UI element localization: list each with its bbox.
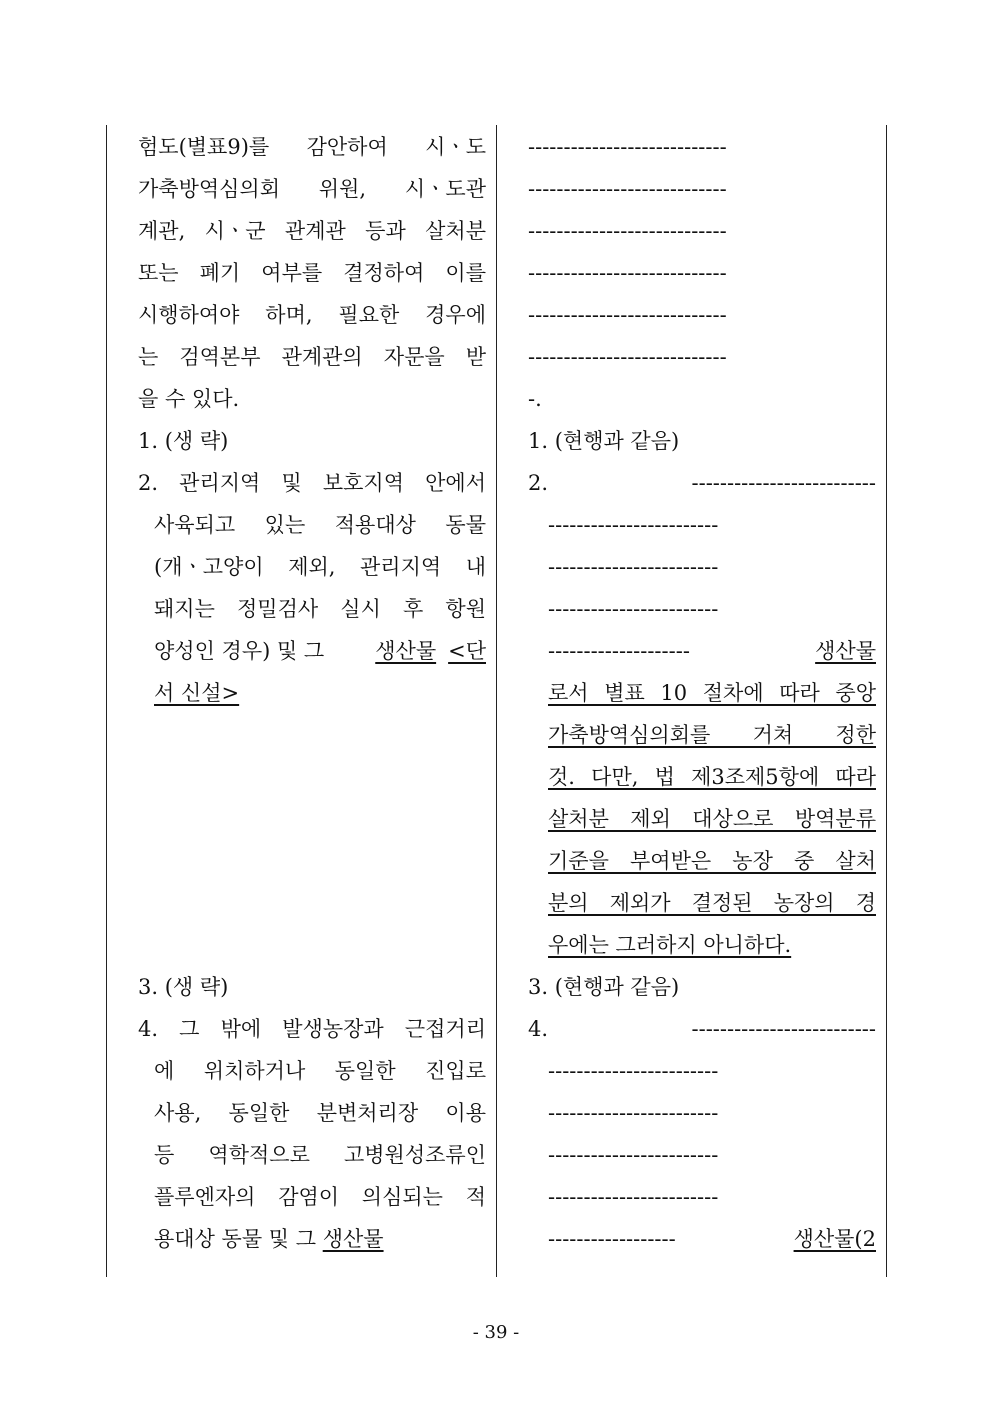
right-dash-6: ---------------------------- bbox=[528, 345, 727, 369]
left-item-2-new-proviso: 서 신설> bbox=[154, 681, 240, 705]
right-dash-2: ---------------------------- bbox=[528, 177, 727, 201]
right-item-2-dash-short: -------------------- bbox=[548, 639, 690, 663]
right-item-2-new-last-text: 우에는 그러하지 아니하다. bbox=[548, 933, 792, 957]
right-item-4-dash-tail bbox=[548, 1218, 876, 1260]
right-dash-4: ---------------------------- bbox=[528, 261, 727, 285]
right-item-2-dash-a: -------------------------- bbox=[691, 471, 876, 495]
intro-line-5: 시행하여야 하며, 필요한 경우에 bbox=[138, 303, 486, 327]
left-item-4-line-1: 에 위치하거나 동일한 진입로 bbox=[154, 1059, 486, 1083]
left-item-2-line-1: 사육되고 있는 적용대상 동물 bbox=[154, 513, 486, 537]
left-item-2-line-4 bbox=[154, 630, 486, 672]
right-dash-1: ---------------------------- bbox=[528, 135, 727, 159]
right-item-2-dash-3: ------------------------ bbox=[548, 597, 719, 621]
right-item-3: 3. (현행과 같음) bbox=[528, 975, 680, 999]
right-item-2-number: 2. bbox=[528, 471, 549, 495]
right-item-2-dash-2: ------------------------ bbox=[548, 555, 719, 579]
right-dash-3: ---------------------------- bbox=[528, 219, 727, 243]
right-item-4-product: 생산물(2 bbox=[793, 1227, 876, 1251]
left-item-4-line-4: 플루엔자의 감염이 의심되는 적 bbox=[154, 1185, 486, 1209]
right-item-2-product: 생산물 bbox=[815, 639, 876, 663]
right-item-4-dash-4: ------------------------ bbox=[548, 1185, 719, 1209]
left-item-4-product: 생산물 bbox=[322, 1227, 384, 1251]
intro-line-6: 는 검역본부 관계관의 자문을 받 bbox=[138, 345, 486, 369]
right-item-2-new-4: 살처분 제외 대상으로 방역분류 bbox=[548, 807, 876, 831]
right-item-4-dash-1: ------------------------ bbox=[548, 1059, 719, 1083]
right-item-4-dash-3: ------------------------ bbox=[548, 1143, 719, 1167]
left-item-1: 1. (생 략) bbox=[138, 429, 229, 453]
left-item-2-line-4-text: 양성인 경우) 및 그 bbox=[154, 639, 325, 663]
right-dash-end: -. bbox=[528, 387, 542, 411]
intro-line-2: 가축방역심의회 위원, 시ㆍ도관 bbox=[138, 177, 486, 201]
intro-line-4: 또는 폐기 여부를 결정하여 이를 bbox=[138, 261, 486, 285]
right-item-2-new-3: 것. 다만, 법 제3조제5항에 따라 bbox=[548, 765, 876, 789]
left-item-4-first: 4. 그 밖에 발생농장과 근접거리 bbox=[138, 1017, 486, 1041]
intro-line-7: 을 수 있다. bbox=[138, 387, 240, 411]
right-border bbox=[886, 125, 887, 1277]
right-item-2-new-6: 분의 제외가 결정된 농장의 경 bbox=[548, 891, 876, 915]
left-item-4-last bbox=[154, 1218, 384, 1260]
intro-line-1: 험도(별표9)를 감안하여 시ㆍ도 bbox=[138, 135, 486, 159]
left-item-4-line-3: 등 역학적으로 고병원성조류인 bbox=[154, 1143, 486, 1167]
right-item-1: 1. (현행과 같음) bbox=[528, 429, 680, 453]
left-item-2-proviso-tag: <단 bbox=[448, 639, 486, 663]
column-divider bbox=[496, 125, 497, 1277]
left-item-4-last-text: 용대상 동물 및 그 bbox=[154, 1227, 323, 1251]
left-item-2-line-3: 돼지는 정밀검사 실시 후 항원 bbox=[154, 597, 486, 621]
left-item-2-first: 2. 관리지역 및 보호지역 안에서 bbox=[138, 471, 486, 495]
right-item-4-dash-a: -------------------------- bbox=[691, 1017, 876, 1041]
left-item-2-last bbox=[154, 672, 239, 714]
left-item-4-line-2: 사용, 동일한 분변처리장 이용 bbox=[154, 1101, 486, 1125]
left-border bbox=[106, 125, 107, 1277]
left-item-2-line-2: (개ㆍ고양이 제외, 관리지역 내 bbox=[154, 555, 486, 579]
right-item-2-dash-1: ------------------------ bbox=[548, 513, 719, 537]
right-item-2-dash-tail bbox=[548, 630, 876, 672]
right-item-2-new-last bbox=[548, 924, 791, 966]
right-item-4-dash-short: ------------------ bbox=[548, 1227, 676, 1251]
left-item-3: 3. (생 략) bbox=[138, 975, 229, 999]
right-item-2-new-1: 로서 별표 10 절차에 따라 중앙 bbox=[548, 681, 876, 705]
right-item-4-dash-2: ------------------------ bbox=[548, 1101, 719, 1125]
right-dash-5: ---------------------------- bbox=[528, 303, 727, 327]
right-item-2-new-5: 기준을 부여받은 농장 중 살처 bbox=[548, 849, 876, 873]
right-item-2-new-2: 가축방역심의회를 거쳐 정한 bbox=[548, 723, 876, 747]
right-item-4-first bbox=[528, 1008, 876, 1050]
right-item-2-first bbox=[528, 462, 876, 504]
right-item-4-number: 4. bbox=[528, 1017, 549, 1041]
left-item-2-product: 생산물 bbox=[375, 639, 437, 663]
page-number: - 39 - bbox=[472, 1322, 520, 1343]
intro-line-3: 계관, 시ㆍ군 관계관 등과 살처분 bbox=[138, 219, 486, 243]
